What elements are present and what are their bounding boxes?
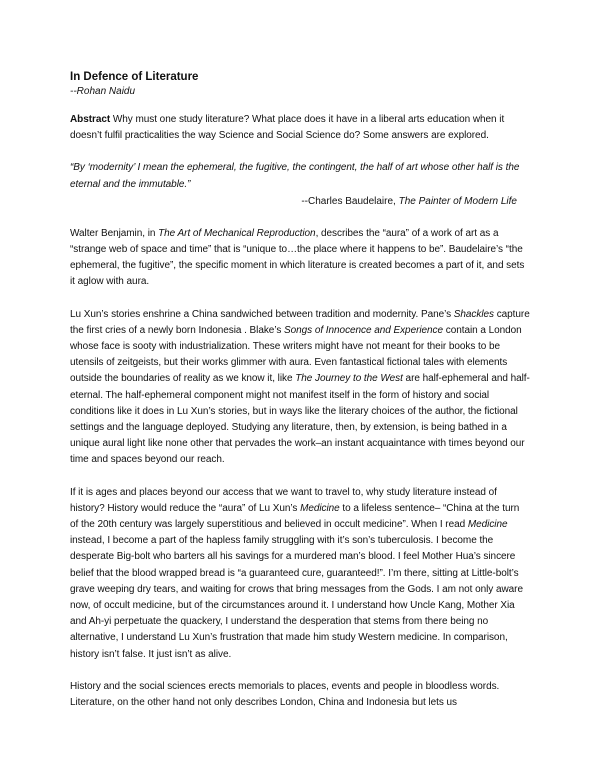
text-run: , describes the “aura” of a work of art as a “strange web of space and time” that is “unique to…the place where it happens to be”. Baudelaire’s “the ephemeral, the fugitive”, the specific moment in which literature is created becomes a part of it, and sets it aglow with aura. (70, 227, 525, 288)
text-run-italic: The Art of Mechanical Reproduction (158, 227, 316, 239)
abstract-text: Why must one study literature? What place does it have in a liberal arts education when it doesn’t fulfil practicalities the way Science and Social Science do? Some answers are explored. (70, 114, 505, 142)
document-page (70, 70, 530, 711)
text-run: Lu Xun’s stories enshrine a China sandwiched between tradition and modernity. Pane’s (70, 308, 454, 320)
attribution-work: The Painter of Modern Life (398, 195, 517, 207)
attribution-name: --Charles Baudelaire, (301, 195, 399, 207)
text-run: contain a London whose face is sooty with industrialization. These writers might have not meant for their books to be utensils of zeitgeists, but their works glimmer with aura. Even fantastical fictional tales with elements outside the boundaries of reality as we know it, like (70, 324, 522, 385)
epigraph-quote: “By ‘modernity’ I mean the ephemeral, the fugitive, the contingent, the half of art whose other half is the eternal and the immutable.” (70, 162, 520, 190)
text-run-italic: Shackles (453, 308, 494, 320)
abstract-paragraph (70, 112, 530, 144)
text-run: instead, I become a part of the hapless family struggling with it’s son’s tuberculosis. I become the desperate Big-bolt who barters all his savings for a murdered man’s blood. I feel Mother Hua’s sincere belief that the blood wrapped bread is “a guaranteed cure, guaranteed!”. I’m there, sitting at Little-bolt’s grave weeping dry tears, and waiting for crows that bring messages from the Gods. I am not only aware now, of occult medicine, but of the circumstances around it. I understand how Uncle Kang, Mother Xia and Ah-yi perpetuate the quackery, I understand the desperation that stems from there being no alternative, I understand Lu Xun’s frustration that made him study Western medicine. In comparison, history isn’t false. It just isn’t as alive. (70, 535, 523, 660)
text-run-italic: The Journey to the West (295, 373, 403, 385)
text-run: Walter Benjamin, in (70, 227, 159, 239)
text-run: to a lifeless sentence– “China at the turn of the 20th century was largely superstitious and believed in occult medicine”. When I read (70, 502, 520, 531)
text-run-italic: Medicine (300, 502, 340, 514)
text-run: are half-ephemeral and half-eternal. The half-ephemeral component might not manifest itself in the form of history and social conditions like it does in Lu Xun’s stories, but in ways like the literary choices of the author, the fictional settings and the language deployed. Studying any literature, then, by extension, is being bathed in a unique aural light like none other that pervades the work–an instant acquaintance with times beyond our time and spaces beyond our reach. (70, 373, 530, 466)
text-run-italic: Songs of Innocence and Experience (284, 324, 444, 336)
body-paragraph-3 (70, 485, 530, 663)
epigraph-attribution (70, 194, 530, 210)
body-paragraph-4: History and the social sciences erects memorials to places, events and people in bloodless words. Literature, on the other hand not only describes London, China and Indonesia but lets us (70, 680, 500, 709)
text-run: capture the first cries of a newly born Indonesia . Blake’s (70, 308, 530, 336)
body-paragraph-2 (70, 307, 530, 469)
text-run: If it is ages and places beyond our access that we want to travel to, why study literature instead of history? History would reduce the “aura” of Lu Xun’s (70, 486, 497, 514)
abstract-label: Abstract (70, 114, 111, 125)
document-title: In Defence of Literature (70, 71, 199, 83)
text-run-italic: Medicine (467, 519, 508, 531)
document-author: --Rohan Naidu (70, 86, 136, 97)
body-paragraph-1 (70, 226, 530, 291)
